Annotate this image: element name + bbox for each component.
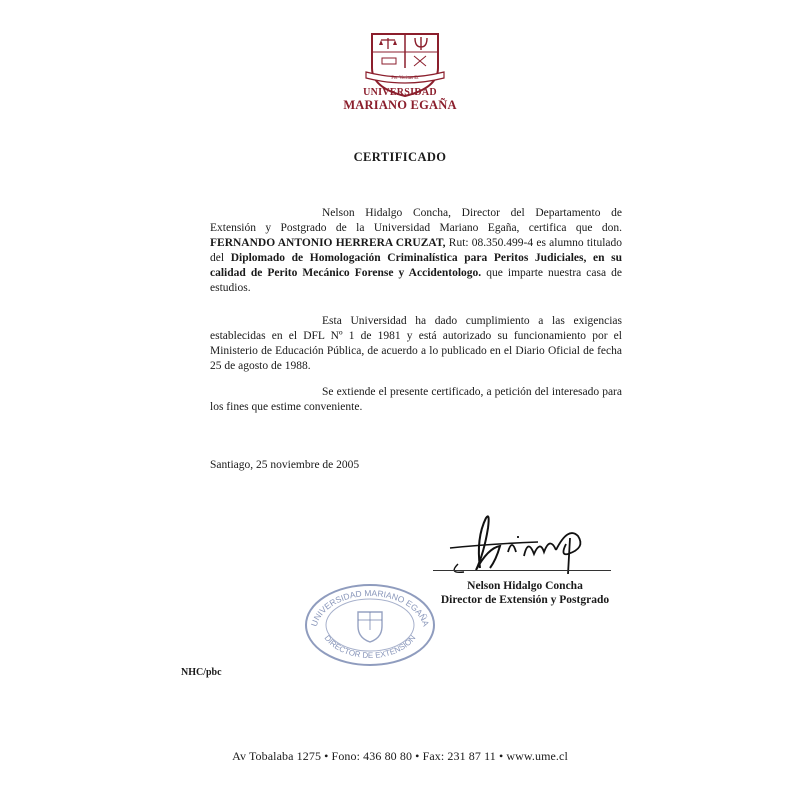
svg-text:UNIVERSIDAD MARIANO EGAÑA: UNIVERSIDAD MARIANO EGAÑA: [308, 587, 432, 628]
paragraph2-text: Esta Universidad ha dado cumplimiento a las exigencias establecidas en el DFL Nº 1 de 1981 y está autorizado su funcionamiento por el Ministerio de Educación Pública, de acuerdo a lo publicado en el Diario Oficial de fecha 25 de agosto de 1988.: [210, 315, 622, 372]
paragraph-certification: [210, 206, 622, 296]
svg-text:Per Veritas Et: Per Veritas Et: [391, 76, 419, 81]
signer-title: Director de Extensión y Postgrado: [440, 594, 610, 606]
university-name-line1: UNIVERSIDAD: [363, 87, 437, 98]
paragraph1-intro: Nelson Hidalgo Concha, Director del Departamento de Extensión y Postgrado de la Universidad Mariano Egaña, certifica que don.: [210, 207, 622, 234]
handwritten-signature: [428, 508, 603, 588]
paragraph1-outro: que imparte nuestra casa de estudios.: [210, 267, 622, 294]
official-seal-stamp: [302, 582, 438, 668]
footer-contact-info: Av Tobalaba 1275 • Fono: 436 80 80 • Fax: 231 87 11 • www.ume.cl: [232, 749, 568, 763]
signer-name: Nelson Hidalgo Concha: [467, 580, 583, 592]
place-and-date: Santiago, 25 noviembre de 2005: [210, 459, 360, 471]
signature-line: [433, 570, 611, 571]
svg-text:DIRECTOR DE EXTENSION: DIRECTOR DE EXTENSION: [322, 633, 418, 661]
student-name: FERNANDO ANTONIO HERRERA CRUZAT,: [210, 237, 446, 249]
paragraph-accreditation: [210, 314, 622, 374]
paragraph-purpose: [210, 385, 622, 415]
student-rut: Rut: 08.350.499-4 es alumno titulado del: [210, 237, 622, 264]
university-name-line2: MARIANO EGAÑA: [343, 98, 457, 112]
document-title: CERTIFICADO: [353, 150, 447, 164]
paragraph3-text: Se extiende el presente certificado, a petición del interesado para los fines que estime conveniente.: [210, 386, 622, 413]
program-name: Diplomado de Homologación Criminalística para Peritos Judiciales, en su calidad de Perito Mecánico Forense y Accidentologo.: [210, 252, 622, 279]
reference-initials: NHC/pbc: [181, 667, 222, 678]
